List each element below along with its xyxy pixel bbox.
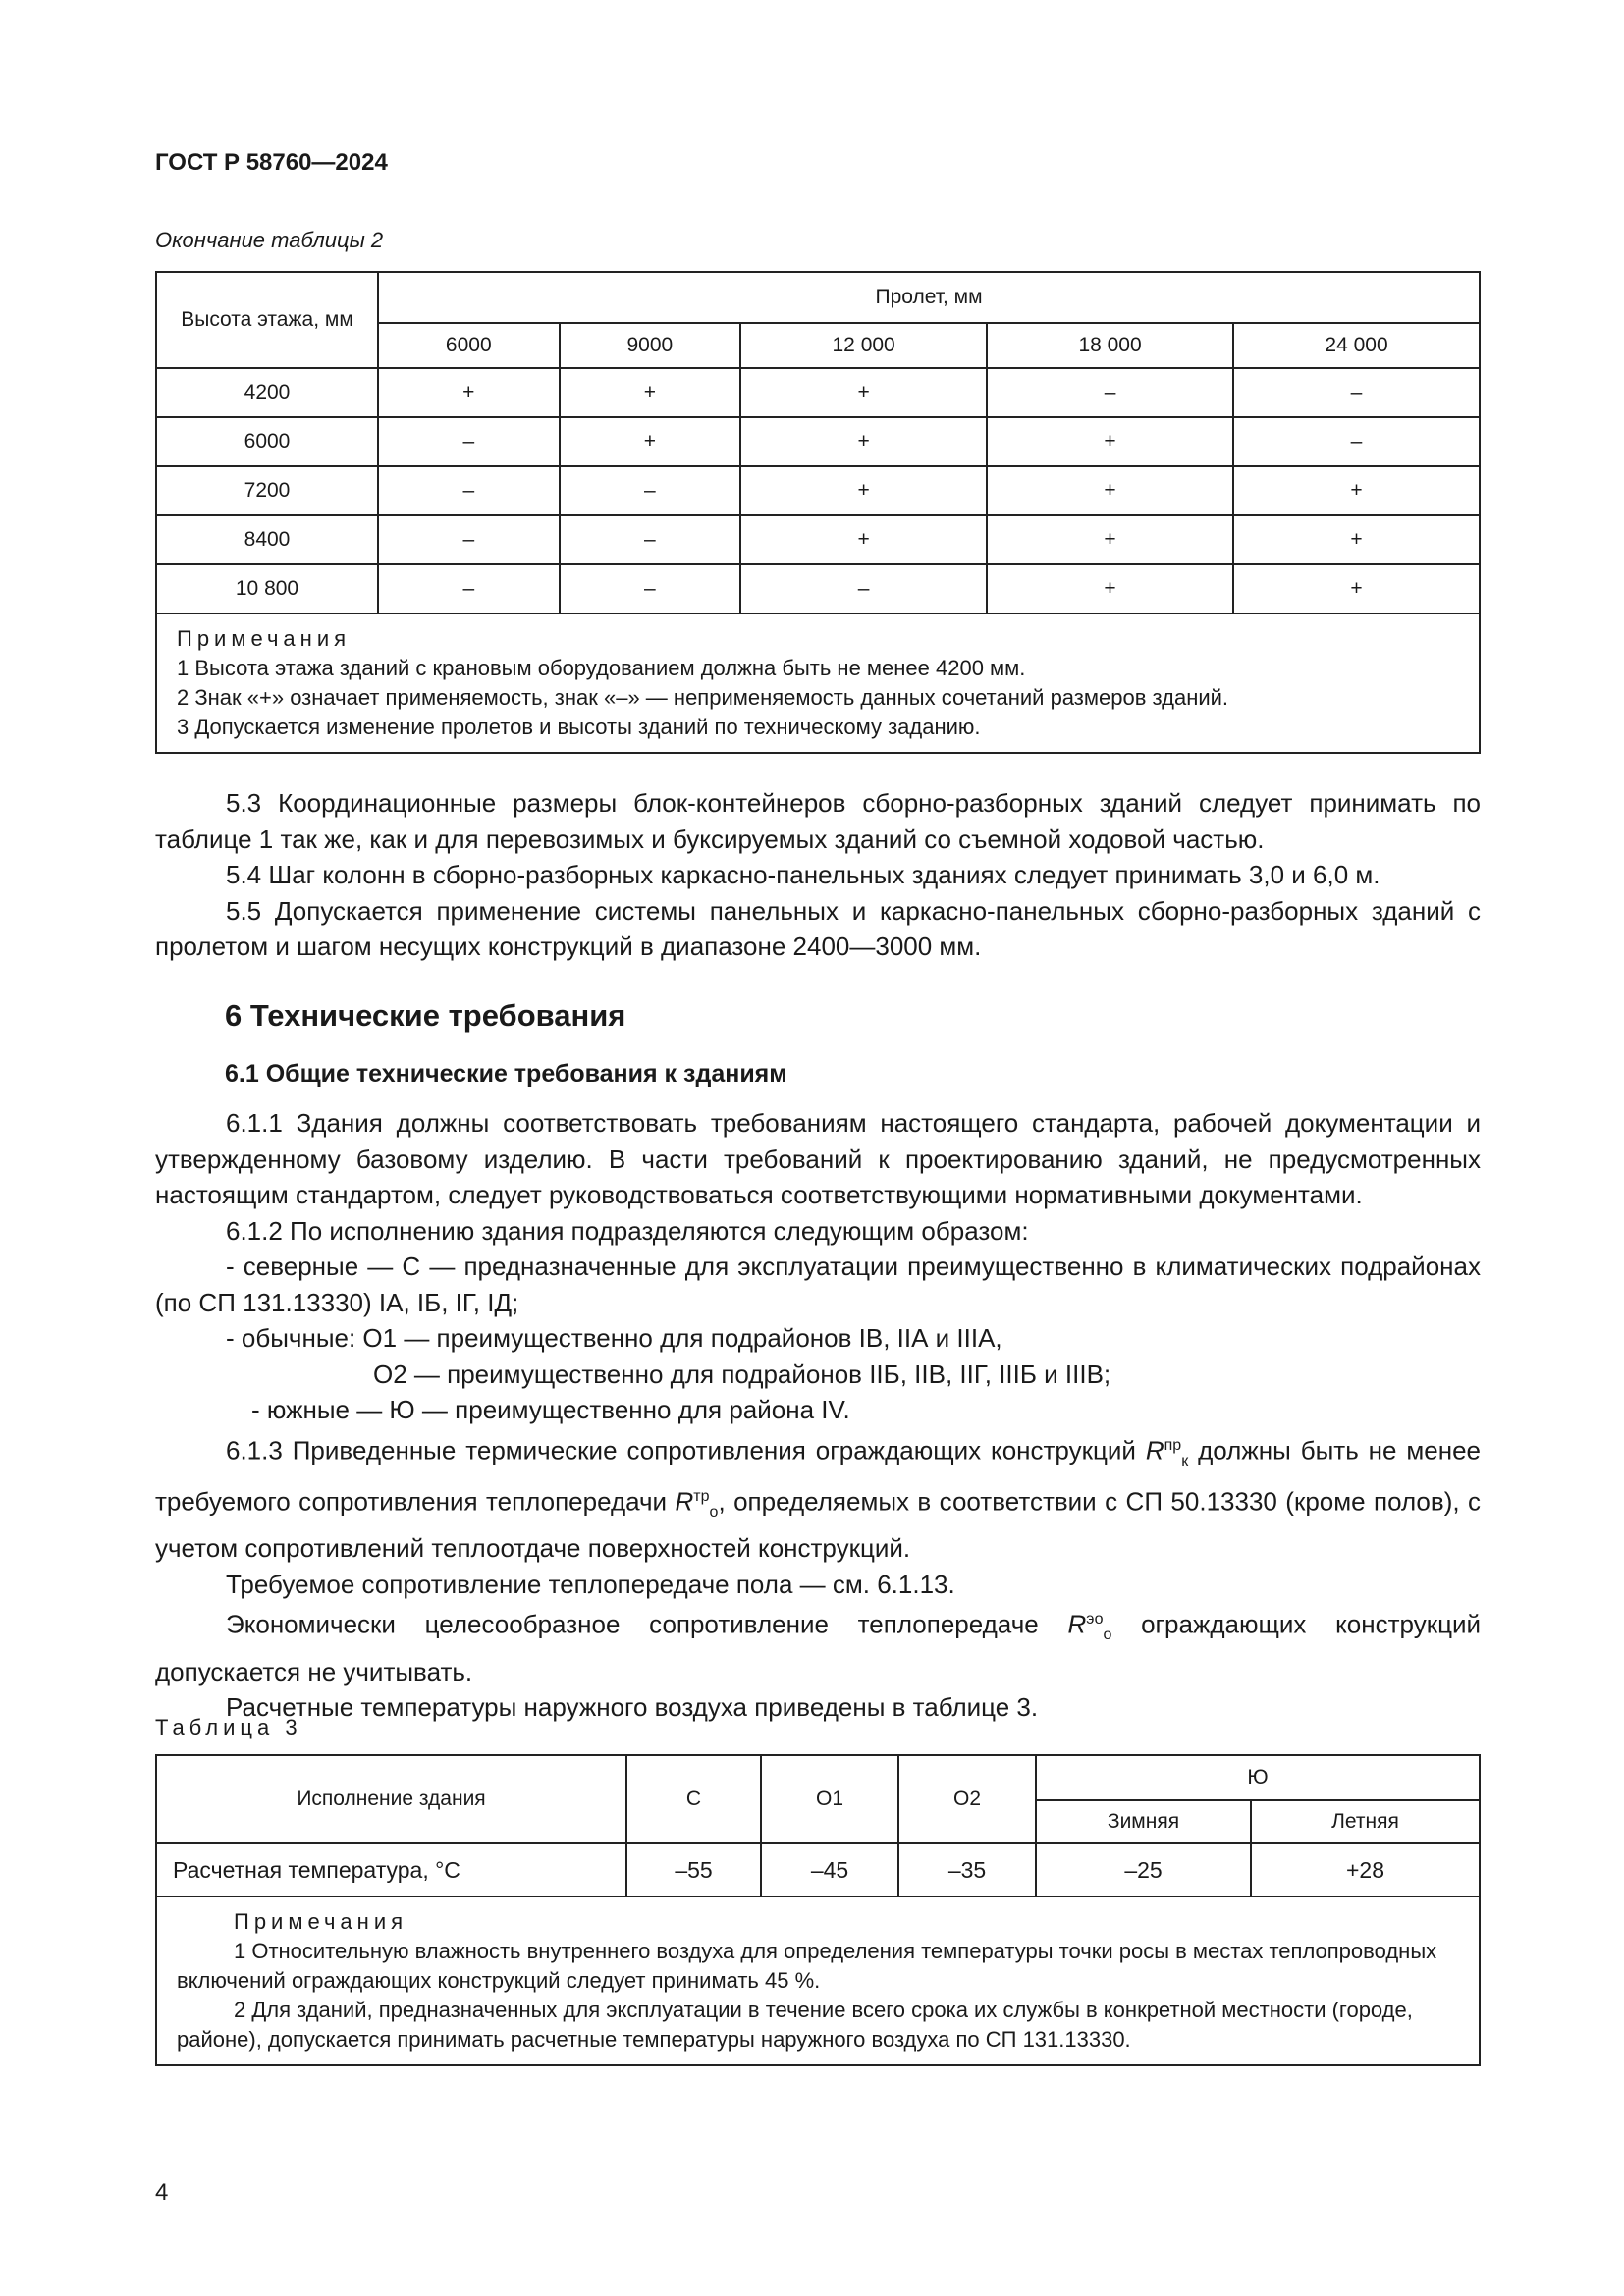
table2-cell: + xyxy=(560,417,741,466)
para-5-5: 5.5 Допускается применение системы панельных и каркасно-панельных сборно-разборных зданий с пролетом и шагом несущих конструкций в диапазоне 2400—3000 мм. xyxy=(155,895,1481,961)
table2-cell: + xyxy=(740,417,987,466)
para-econ-text-a: Экономически целесообразное сопротивление теплопередаче xyxy=(226,1609,1068,1639)
table2-cell: + xyxy=(987,417,1233,466)
table2-cell: + xyxy=(987,564,1233,614)
r-sub: о xyxy=(709,1503,719,1521)
list-north: - северные — С — предназначенные для эксплуатации преимущественно в климатических подрайонах (по СП 131.13330) IА, IБ, IГ, IД; xyxy=(155,1252,1481,1317)
table2-cell: + xyxy=(378,368,560,417)
table2-span-col: 18 000 xyxy=(987,323,1233,368)
table-3 xyxy=(155,1754,1481,2066)
para-6-1-2: 6.1.2 По исполнению здания подразделяются следующим образом: xyxy=(226,1215,1029,1246)
table2-note: 1 Высота этажа зданий с крановым оборудованием должна быть не менее 4200 мм. xyxy=(177,656,1026,680)
section5-paragraphs xyxy=(155,785,1481,965)
table3-caption: Таблица 3 xyxy=(155,1715,302,1739)
table3-cell: +28 xyxy=(1251,1843,1480,1896)
para-6-1-3-text-c: , определяемых в соответствии с СП 50.13330 (кроме полов), с учетом сопротивлений теплоотдаче поверхностей конструкций. xyxy=(155,1486,1482,1564)
table2-cell: – xyxy=(987,368,1233,417)
table2-cell: + xyxy=(1233,564,1480,614)
table2-cell: + xyxy=(740,466,987,515)
page-number: 4 xyxy=(155,2179,169,2206)
table2-span-header: Пролет, мм xyxy=(378,272,1480,323)
r-sup: эо xyxy=(1086,1611,1104,1629)
table2-cell: – xyxy=(378,417,560,466)
section-6-title: 6 Технические требования xyxy=(225,998,626,1033)
table-row xyxy=(156,564,1480,614)
table2-cell: – xyxy=(740,564,987,614)
table-2 xyxy=(155,271,1481,754)
table2-cell: + xyxy=(1233,515,1480,564)
table-row xyxy=(156,417,1480,466)
section-6-1-title: 6.1 Общие технические требования к зданиям xyxy=(225,1060,787,1088)
r-sub: о xyxy=(1103,1627,1112,1644)
para-6-1-3-text-b: должны быть не менее требуемого сопротивления теплопередачи xyxy=(155,1435,1482,1517)
r-symbol: R xyxy=(675,1486,694,1517)
table3-notes xyxy=(156,1896,1480,2065)
r-sub: к xyxy=(1181,1452,1189,1469)
table3-yu-header: Ю xyxy=(1036,1755,1480,1800)
para-5-3: 5.3 Координационные размеры блок-контейнеров сборно-разборных зданий следует принимать по таблице 1 так же, как и для перевозимых и буксируемых зданий со съемной ходовой частью. xyxy=(155,788,1481,854)
document-id: ГОСТ Р 58760—2024 xyxy=(155,149,388,176)
table-row xyxy=(156,515,1480,564)
table2-note: 3 Допускается изменение пролетов и высоты зданий по техническому заданию. xyxy=(177,715,981,739)
table3-winter-header: Зимняя xyxy=(1036,1800,1251,1843)
table2-span-col: 6000 xyxy=(378,323,560,368)
table2-cell: + xyxy=(987,466,1233,515)
table3-notes-title: Примечания xyxy=(234,1909,408,1934)
table3-cell: –55 xyxy=(626,1843,761,1896)
table2-row-header: Высота этажа, мм xyxy=(156,272,378,368)
table3-note: 1 Относительную влажность внутреннего воздуха для определения температуры точки росы в местах теплопроводных включений ограждающих конструкций следует принимать 45 %. xyxy=(177,1939,1437,1993)
table2-notes xyxy=(156,614,1480,753)
table3-cell: –35 xyxy=(898,1843,1036,1896)
para-temps: Расчетные температуры наружного воздуха приведены в таблице 3. xyxy=(226,1692,1039,1723)
para-6-1-1: 6.1.1 Здания должны соответствовать требованиям настоящего стандарта, рабочей документации и утвержденному базовому изделию. В части требований к проектированию зданий, не предусмотренных настоящим стандартом, следует руководствоваться соответствующими нормативными документами. xyxy=(155,1108,1481,1209)
table3-note: 2 Для зданий, предназначенных для эксплуатации в течение всего срока их службы в конкретной местности (городе, районе), допускается принимать расчетные температуры наружного воздуха по СП 131.13330. xyxy=(177,1998,1413,2052)
table-row xyxy=(156,368,1480,417)
para-floor: Требуемое сопротивление теплопередаче пола — см. 6.1.13. xyxy=(226,1569,955,1599)
table2-height-cell: 4200 xyxy=(156,368,378,417)
para-econ xyxy=(155,1602,1481,1689)
r-sup: тр xyxy=(693,1487,710,1505)
table-row xyxy=(156,466,1480,515)
table2-cell: – xyxy=(1233,417,1480,466)
table2-cell: – xyxy=(378,564,560,614)
table2-caption: Окончание таблицы 2 xyxy=(155,228,384,252)
para-5-4: 5.4 Шаг колонн в сборно-разборных каркасно-панельных зданиях следует принимать 3,0 и 6,0 м. xyxy=(226,860,1380,889)
table2-notes-title: Примечания xyxy=(177,626,352,651)
table2-height-cell: 10 800 xyxy=(156,564,378,614)
table2-height-cell: 6000 xyxy=(156,417,378,466)
table-row xyxy=(156,1843,1480,1896)
table2-cell: + xyxy=(740,368,987,417)
para-6-1-3 xyxy=(155,1428,1481,1567)
table3-c-header: С xyxy=(626,1755,761,1843)
table2-cell: – xyxy=(560,564,741,614)
section6-paragraphs xyxy=(155,1105,1481,1726)
table3-col-header: Исполнение здания xyxy=(156,1755,626,1843)
table2-cell: – xyxy=(378,466,560,515)
r-sup: пр xyxy=(1164,1436,1182,1454)
table3-cell: –45 xyxy=(761,1843,898,1896)
para-econ-text-b: ограждающих конструкций допускается не учитывать. xyxy=(155,1609,1482,1686)
table3-o1-header: О1 xyxy=(761,1755,898,1843)
table2-cell: + xyxy=(1233,466,1480,515)
table2-cell: + xyxy=(740,515,987,564)
table2-cell: – xyxy=(560,466,741,515)
table2-span-col: 9000 xyxy=(560,323,741,368)
r-symbol: R xyxy=(1067,1609,1087,1639)
table2-cell: + xyxy=(987,515,1233,564)
table2-cell: – xyxy=(378,515,560,564)
table3-cell: –25 xyxy=(1036,1843,1251,1896)
list-normal-2: О2 — преимущественно для подрайонов IIБ, IIВ, IIГ, IIIБ и IIIВ; xyxy=(373,1359,1111,1389)
list-normal-1: - обычные: О1 — преимущественно для подрайонов IВ, IIА и IIIА, xyxy=(226,1323,1002,1353)
para-6-1-3-text-a: 6.1.3 Приведенные термические сопротивления ограждающих конструкций xyxy=(226,1435,1146,1466)
r-symbol: R xyxy=(1145,1435,1164,1466)
table3-row-label: Расчетная температура, °С xyxy=(156,1843,626,1896)
list-south: - южные — Ю — преимущественно для района IV. xyxy=(251,1395,850,1424)
table2-cell: – xyxy=(1233,368,1480,417)
table2-note: 2 Знак «+» означает применяемость, знак «–» — неприменяемость данных сочетаний размеров зданий. xyxy=(177,685,1229,710)
table2-cell: – xyxy=(560,515,741,564)
table2-height-cell: 8400 xyxy=(156,515,378,564)
table2-span-col: 24 000 xyxy=(1233,323,1480,368)
table3-o2-header: О2 xyxy=(898,1755,1036,1843)
table2-cell: + xyxy=(560,368,741,417)
table3-summer-header: Летняя xyxy=(1251,1800,1480,1843)
table2-span-col: 12 000 xyxy=(740,323,987,368)
table2-height-cell: 7200 xyxy=(156,466,378,515)
